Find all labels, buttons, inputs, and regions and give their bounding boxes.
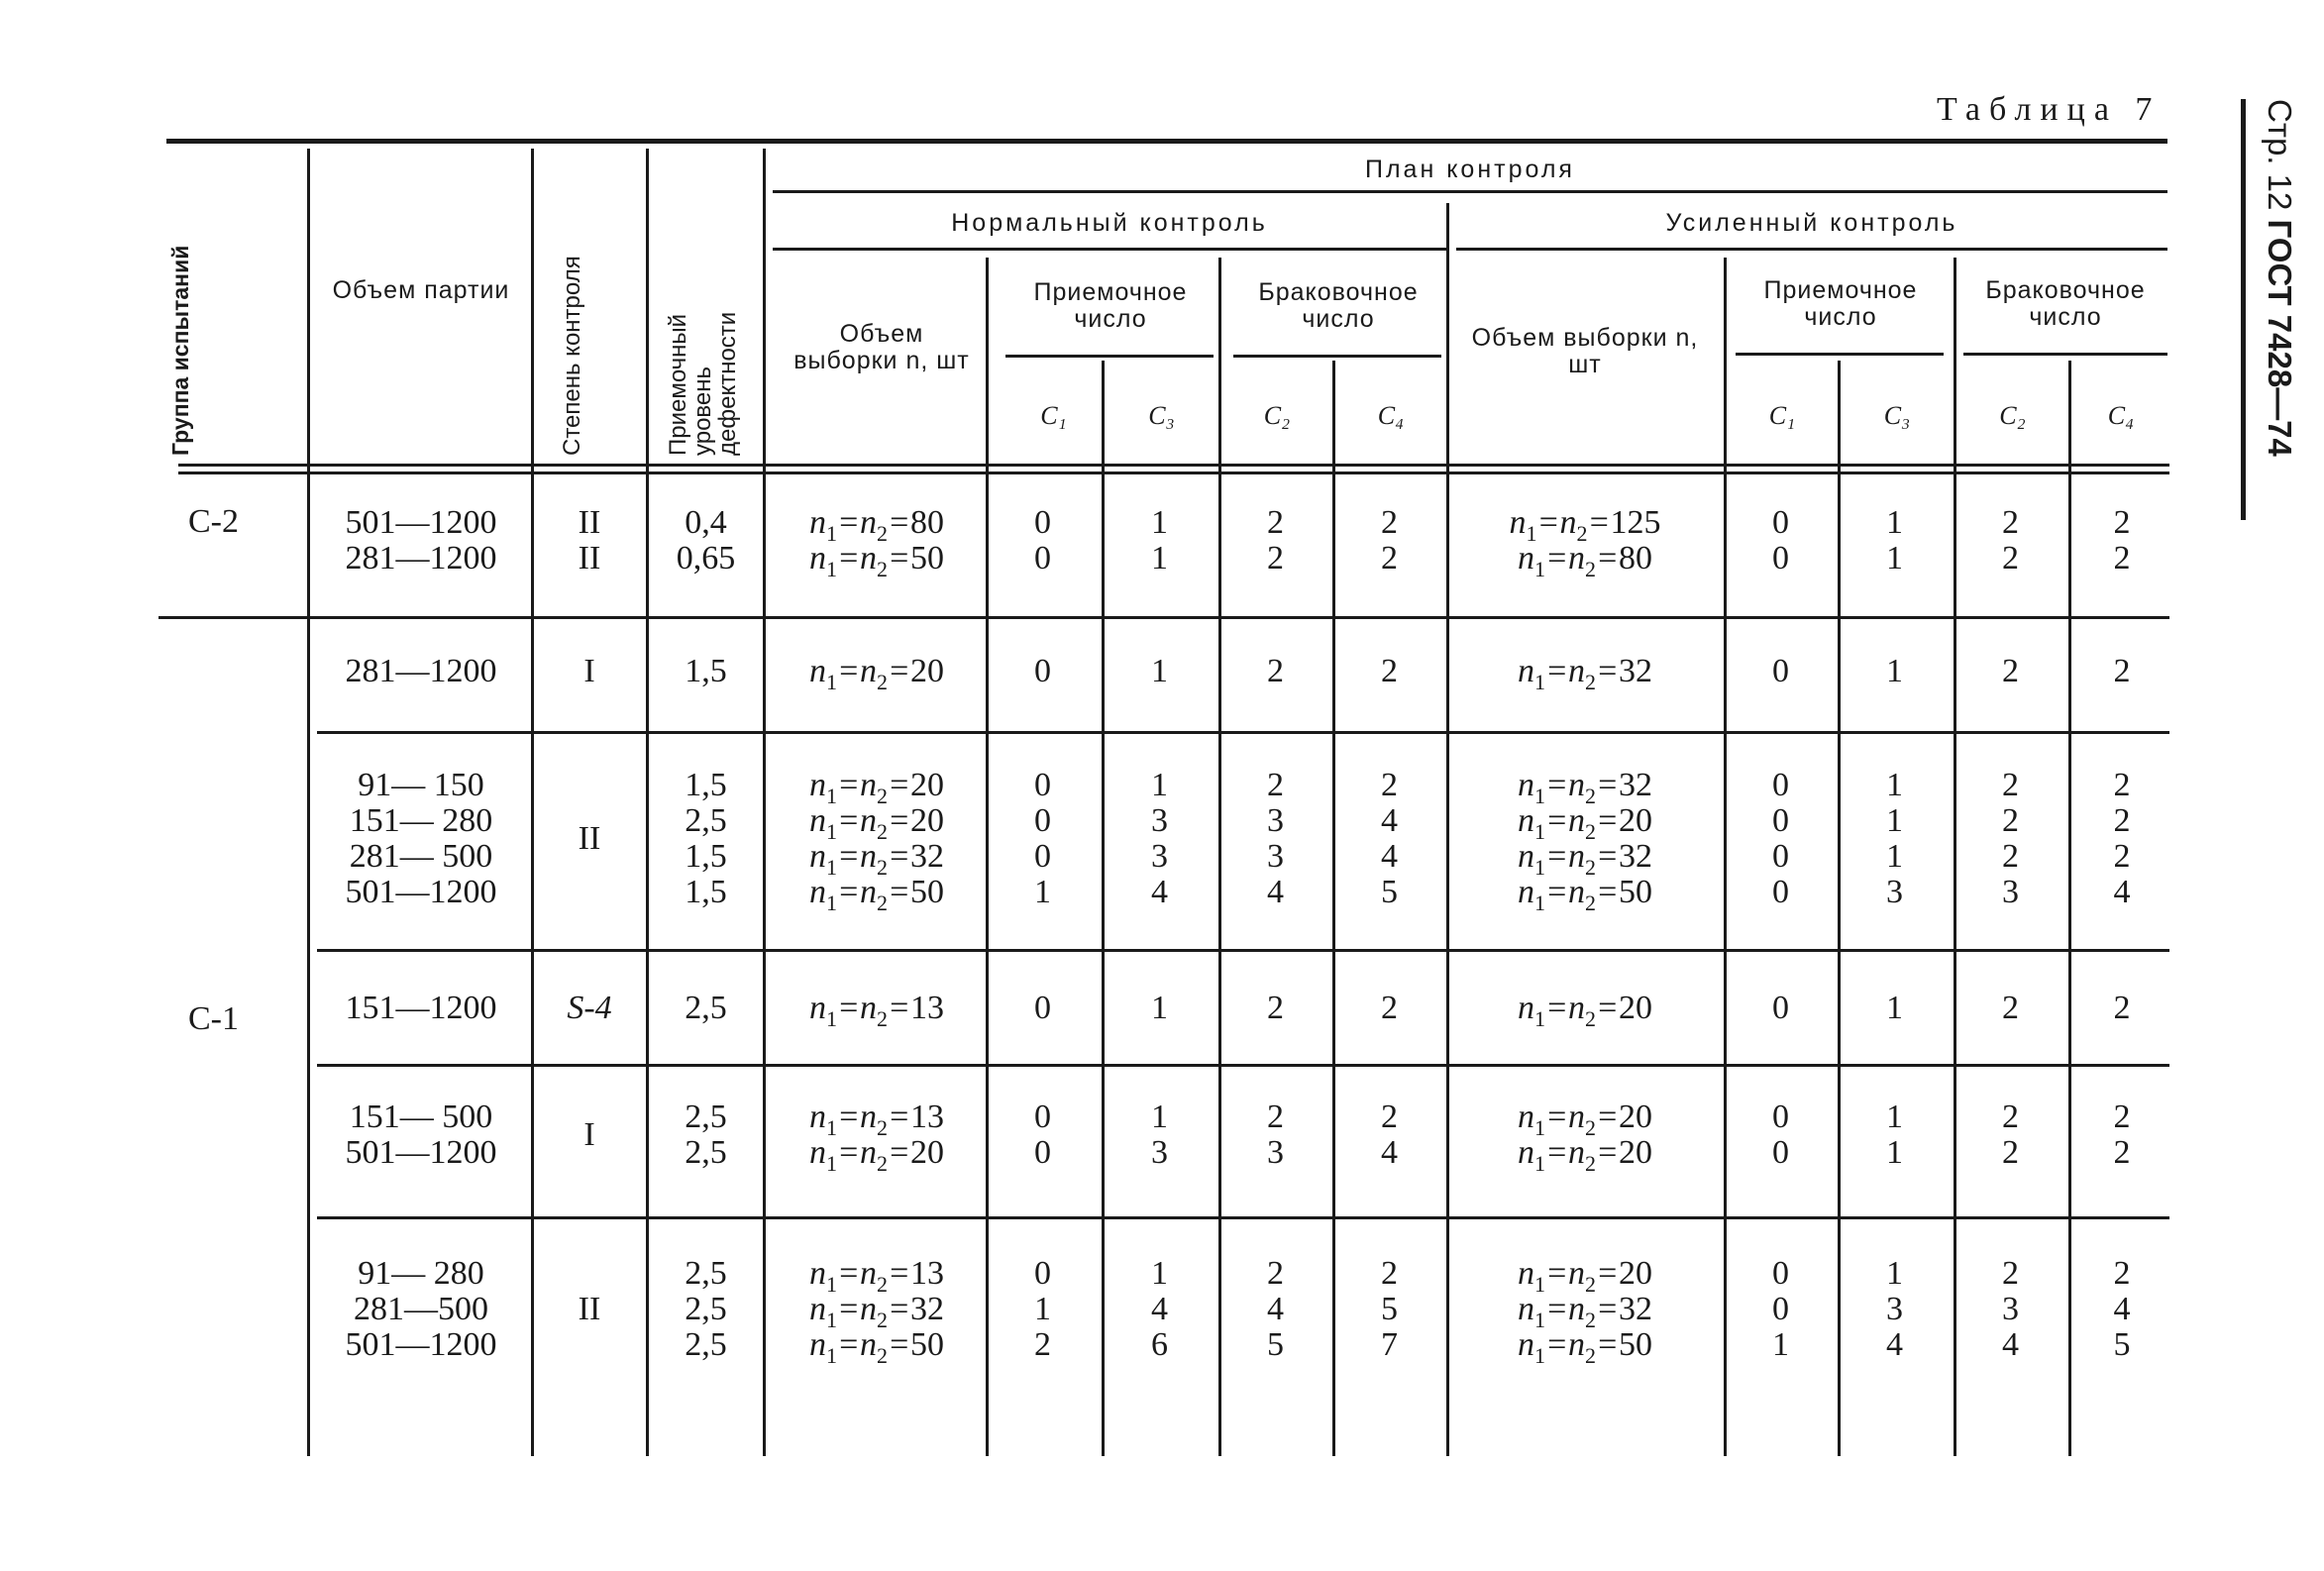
col-line-6: [1102, 361, 1105, 1456]
cell-aql-value: 1,5: [685, 838, 727, 875]
cell-t4-value: 2: [2113, 653, 2131, 689]
col-line-11: [1838, 361, 1841, 1456]
cell-lot-value: 281—1200: [345, 653, 497, 689]
cell-aql-row2: [654, 654, 758, 689]
row-rule-4: [317, 1064, 2169, 1067]
top-rule: [166, 139, 2167, 144]
cell-c1-row3: [991, 768, 1095, 910]
cell-lot-value: 501—1200: [345, 1134, 497, 1171]
cell-n_norm-value: $n_1=n_2=13$: [809, 1099, 944, 1140]
header-c2-t: C₂: [1999, 401, 2026, 430]
cell-degree-value: II: [578, 504, 601, 541]
header-reject-n: Браковочное число: [1258, 278, 1419, 333]
cell-n_norm-value: $n_1=n_2=32$: [809, 838, 944, 880]
cell-t4-value: 2: [2113, 990, 2131, 1026]
cell-c1-value: 2: [1034, 1326, 1051, 1363]
cell-n_norm-value: $n_1=n_2=20$: [809, 767, 944, 808]
cell-n_tight-value: $n_1=n_2=50$: [1518, 874, 1652, 915]
cell-n_tight-value: $n_1=n_2=32$: [1518, 1291, 1652, 1332]
cell-t2-row4: [1958, 991, 2062, 1026]
cell-lot-row1: [317, 505, 525, 576]
cell-c2-value: 2: [1267, 990, 1284, 1026]
cell-degree-value: II: [578, 540, 601, 576]
cell-c4-value: 5: [1381, 874, 1398, 910]
header-degree: Степень контроля: [559, 256, 585, 456]
group-c1-label: С-1: [188, 1000, 239, 1037]
cell-c2-row1: [1223, 505, 1327, 576]
cell-c1-value: 1: [1034, 874, 1051, 910]
cell-t4-value: 2: [2113, 767, 2131, 803]
cell-c3-value: 1: [1151, 1099, 1168, 1135]
cell-t3-value: 3: [1886, 874, 1903, 910]
cell-aql-row3: [654, 768, 758, 910]
cell-t1-value: 0: [1772, 990, 1789, 1026]
page-side-header: [2251, 99, 2298, 525]
cell-t1-row1: [1729, 505, 1833, 576]
header-rule-1: [178, 464, 2169, 467]
cell-t3-value: 1: [1886, 1134, 1903, 1171]
cell-c4-row4: [1337, 991, 1441, 1026]
cell-lot-row4: [317, 991, 525, 1026]
cell-c2-value: 4: [1267, 1291, 1284, 1327]
cell-t2-value: 2: [2002, 1134, 2019, 1171]
cell-t1-row2: [1729, 654, 1833, 689]
cell-degree-row6: [540, 1292, 639, 1327]
cell-t3-value: 1: [1886, 653, 1903, 689]
cell-c4-value: 7: [1381, 1326, 1398, 1363]
cell-n_tight-value: $n_1=n_2=20$: [1518, 990, 1652, 1031]
cell-n_norm-value: $n_1=n_2=80$: [809, 504, 944, 546]
cell-c3-row4: [1108, 991, 1212, 1026]
cell-c2-value: 2: [1267, 1099, 1284, 1135]
cell-t1-value: 0: [1772, 802, 1789, 839]
header-c4-n: C₄: [1377, 401, 1405, 430]
rule-plan: [773, 190, 2167, 193]
cell-lot-value: 501—1200: [345, 504, 497, 541]
cell-t3-row1: [1843, 505, 1947, 576]
cell-c3-value: 4: [1151, 1291, 1168, 1327]
cell-t3-value: 1: [1886, 838, 1903, 875]
cell-n_tight-row3: [1451, 767, 1719, 915]
cell-degree-row1: [540, 505, 639, 576]
col-line-10: [1724, 258, 1727, 1456]
header-aql: Приемочный уровень дефектности: [665, 311, 741, 456]
col-line-13: [2068, 361, 2071, 1456]
row-rule-3: [317, 949, 2169, 952]
header-c3-t: C₃: [1883, 401, 1911, 430]
cell-t1-value: 0: [1772, 1255, 1789, 1292]
cell-c1-value: 1: [1034, 1291, 1051, 1327]
table-caption: Таблица 7: [1937, 91, 2162, 128]
cell-aql-value: 0,4: [685, 504, 727, 541]
cell-t2-row2: [1958, 654, 2062, 689]
cell-aql-value: 2,5: [685, 1134, 727, 1171]
cell-t4-value: 4: [2113, 1291, 2131, 1327]
cell-t2-value: 2: [2002, 802, 2019, 839]
cell-c3-value: 6: [1151, 1326, 1168, 1363]
cell-n_tight-row6: [1451, 1255, 1719, 1368]
cell-lot-value: 151— 500: [349, 1099, 493, 1135]
cell-degree-value: II: [578, 820, 601, 857]
cell-lot-row6: [317, 1256, 525, 1363]
cell-c1-value: 0: [1034, 1099, 1051, 1135]
cell-t2-value: 4: [2002, 1326, 2019, 1363]
row-rule-2: [317, 731, 2169, 734]
header-normal: Нормальный контроль: [951, 209, 1268, 237]
cell-t4-row3: [2072, 768, 2171, 910]
cell-t3-row4: [1843, 991, 1947, 1026]
cell-t3-value: 1: [1886, 990, 1903, 1026]
cell-lot-value: 501—1200: [345, 874, 497, 910]
cell-t3-value: 1: [1886, 1099, 1903, 1135]
header-c1-n: C₁: [1040, 401, 1067, 430]
cell-lot-value: 501—1200: [345, 1326, 497, 1363]
cell-degree-row5: [540, 1117, 639, 1153]
cell-t3-row5: [1843, 1100, 1947, 1171]
cell-degree-row3: [540, 821, 639, 857]
cell-t1-value: 0: [1772, 874, 1789, 910]
cell-c2-value: 3: [1267, 1134, 1284, 1171]
cell-t4-value: 4: [2113, 874, 2131, 910]
cell-t1-value: 0: [1772, 504, 1789, 541]
cell-t1-value: 0: [1772, 540, 1789, 576]
cell-c4-value: 2: [1381, 540, 1398, 576]
header-c3-n: C₃: [1148, 401, 1175, 430]
cell-t3-row6: [1843, 1256, 1947, 1363]
cell-c4-value: 4: [1381, 1134, 1398, 1171]
cell-c1-value: 0: [1034, 990, 1051, 1026]
cell-t2-value: 2: [2002, 540, 2019, 576]
cell-n_tight-row2: [1451, 653, 1719, 694]
cell-c3-row6: [1108, 1256, 1212, 1363]
col-line-2: [531, 149, 534, 1456]
cell-t1-value: 0: [1772, 767, 1789, 803]
cell-c4-value: 5: [1381, 1291, 1398, 1327]
cell-n_tight-value: $n_1=n_2=125$: [1509, 504, 1661, 546]
page-number: Стр. 12: [2262, 99, 2298, 211]
header-lot: Объем партии: [332, 276, 510, 304]
cell-t4-value: 2: [2113, 802, 2131, 839]
cell-t4-row5: [2072, 1100, 2171, 1171]
cell-t1-value: 0: [1772, 838, 1789, 875]
col-line-4: [763, 149, 766, 1456]
cell-c2-value: 3: [1267, 802, 1284, 839]
cell-c3-value: 1: [1151, 653, 1168, 689]
cell-c2-row2: [1223, 654, 1327, 689]
cell-n_norm-value: $n_1=n_2=50$: [809, 1326, 944, 1368]
cell-t2-value: 2: [2002, 1255, 2019, 1292]
cell-c3-value: 1: [1151, 1255, 1168, 1292]
cell-t1-value: 1: [1772, 1326, 1789, 1363]
header-group: Группа испытаний: [167, 245, 193, 456]
cell-t1-row5: [1729, 1100, 1833, 1171]
cell-lot-row3: [317, 768, 525, 910]
cell-c1-value: 0: [1034, 1255, 1051, 1292]
cell-c4-value: 2: [1381, 767, 1398, 803]
cell-degree-row4: [540, 991, 639, 1026]
cell-n_tight-value: $n_1=n_2=20$: [1518, 1255, 1652, 1297]
cell-c4-row5: [1337, 1100, 1441, 1171]
row-rule-1: [158, 616, 2169, 619]
cell-aql-value: 0,65: [676, 540, 736, 576]
cell-t4-row4: [2072, 991, 2171, 1026]
cell-n_norm-value: $n_1=n_2=32$: [809, 1291, 944, 1332]
cell-c2-value: 3: [1267, 838, 1284, 875]
cell-aql-row5: [654, 1100, 758, 1171]
cell-c2-value: 2: [1267, 1255, 1284, 1292]
cell-degree-value: I: [583, 653, 595, 689]
cell-n_norm-row5: [773, 1099, 981, 1176]
cell-lot-row5: [317, 1100, 525, 1171]
cell-c2-value: 2: [1267, 540, 1284, 576]
cell-c4-value: 4: [1381, 802, 1398, 839]
header-accept-n: Приемочное число: [1033, 278, 1188, 333]
cell-c2-value: 2: [1267, 767, 1284, 803]
cell-t4-value: 2: [2113, 1255, 2131, 1292]
header-sample-n: Объем выборки n, шт: [793, 320, 970, 374]
cell-n_norm-row1: [773, 504, 981, 581]
cell-lot-value: 91— 280: [358, 1255, 484, 1292]
cell-c1-row5: [991, 1100, 1095, 1171]
cell-lot-value: 281— 500: [349, 838, 493, 875]
cell-lot-value: 281—1200: [345, 540, 497, 576]
cell-n_tight-value: $n_1=n_2=32$: [1518, 838, 1652, 880]
cell-degree-value: II: [578, 1291, 601, 1327]
cell-t3-value: 3: [1886, 1291, 1903, 1327]
cell-c4-value: 2: [1381, 1255, 1398, 1292]
header-tightened: Усиленный контроль: [1665, 209, 1958, 237]
group-c2-label: С-2: [188, 503, 239, 540]
cell-t3-row3: [1843, 768, 1947, 910]
cell-n_norm-row6: [773, 1255, 981, 1368]
col-line-12: [1954, 258, 1956, 1456]
cell-lot-value: 151—1200: [345, 990, 497, 1026]
cell-t1-row3: [1729, 768, 1833, 910]
cell-c3-row3: [1108, 768, 1212, 910]
cell-t4-row2: [2072, 654, 2171, 689]
cell-c3-value: 3: [1151, 838, 1168, 875]
cell-c1-value: 0: [1034, 802, 1051, 839]
cell-t2-value: 2: [2002, 767, 2019, 803]
cell-c1-row1: [991, 505, 1095, 576]
cell-aql-value: 1,5: [685, 874, 727, 910]
cell-c1-value: 0: [1034, 1134, 1051, 1171]
cell-t2-row1: [1958, 505, 2062, 576]
header-sample-t: Объем выборки n, шт: [1471, 324, 1699, 378]
cell-c4-value: 4: [1381, 838, 1398, 875]
cell-lot-value: 281—500: [354, 1291, 488, 1327]
cell-c1-value: 0: [1034, 653, 1051, 689]
cell-c3-row2: [1108, 654, 1212, 689]
cell-aql-row4: [654, 991, 758, 1026]
cell-t2-row5: [1958, 1100, 2062, 1171]
cell-c1-row4: [991, 991, 1095, 1026]
cell-t4-value: 2: [2113, 504, 2131, 541]
cell-c1-row2: [991, 654, 1095, 689]
cell-c4-row6: [1337, 1256, 1441, 1363]
cell-aql-value: 2,5: [685, 1326, 727, 1363]
cell-aql-value: 1,5: [685, 653, 727, 689]
col-line-3: [646, 149, 649, 1456]
cell-aql-value: 1,5: [685, 767, 727, 803]
cell-t2-value: 2: [2002, 838, 2019, 875]
cell-t3-value: 1: [1886, 802, 1903, 839]
cell-t2-row6: [1958, 1256, 2062, 1363]
cell-c4-row3: [1337, 768, 1441, 910]
cell-c2-value: 5: [1267, 1326, 1284, 1363]
rule-rej-n: [1233, 355, 1441, 358]
cell-t1-row4: [1729, 991, 1833, 1026]
cell-c2-value: 2: [1267, 504, 1284, 541]
cell-n_tight-row5: [1451, 1099, 1719, 1176]
cell-n_norm-value: $n_1=n_2=20$: [809, 653, 944, 694]
cell-c3-value: 3: [1151, 1134, 1168, 1171]
cell-c3-row5: [1108, 1100, 1212, 1171]
cell-c3-value: 1: [1151, 504, 1168, 541]
cell-n_norm-row2: [773, 653, 981, 694]
cell-lot-value: 151— 280: [349, 802, 493, 839]
col-line-5: [986, 258, 989, 1456]
cell-n_tight-value: $n_1=n_2=32$: [1518, 767, 1652, 808]
cell-t3-value: 4: [1886, 1326, 1903, 1363]
row-rule-5: [317, 1216, 2169, 1219]
cell-c3-row1: [1108, 505, 1212, 576]
cell-c1-value: 0: [1034, 838, 1051, 875]
cell-c4-value: 2: [1381, 504, 1398, 541]
cell-aql-value: 2,5: [685, 1291, 727, 1327]
cell-n_tight-value: $n_1=n_2=32$: [1518, 653, 1652, 694]
cell-t2-value: 2: [2002, 653, 2019, 689]
cell-c3-value: 1: [1151, 767, 1168, 803]
cell-c2-row6: [1223, 1256, 1327, 1363]
cell-n_norm-value: $n_1=n_2=13$: [809, 990, 944, 1031]
header-c4-t: C₄: [2107, 401, 2135, 430]
cell-n_norm-value: $n_1=n_2=13$: [809, 1255, 944, 1297]
cell-aql-row6: [654, 1256, 758, 1363]
cell-lot-value: 91— 150: [358, 767, 484, 803]
cell-t2-value: 3: [2002, 874, 2019, 910]
cell-n_norm-row4: [773, 990, 981, 1031]
col-line-7: [1218, 258, 1221, 1456]
cell-c2-row3: [1223, 768, 1327, 910]
rule-tight: [1456, 248, 2167, 251]
cell-c1-row6: [991, 1256, 1095, 1363]
rule-rej-t: [1963, 353, 2167, 356]
cell-n_norm-row3: [773, 767, 981, 915]
cell-t4-row1: [2072, 505, 2171, 576]
cell-c4-row1: [1337, 505, 1441, 576]
cell-c2-row4: [1223, 991, 1327, 1026]
rule-normal: [773, 248, 1446, 251]
cell-t2-row3: [1958, 768, 2062, 910]
cell-t4-value: 5: [2113, 1326, 2131, 1363]
cell-n_tight-value: $n_1=n_2=50$: [1518, 1326, 1652, 1368]
cell-t1-value: 0: [1772, 1099, 1789, 1135]
cell-t3-value: 1: [1886, 504, 1903, 541]
cell-t4-row6: [2072, 1256, 2171, 1363]
cell-lot-row2: [317, 654, 525, 689]
cell-t4-value: 2: [2113, 540, 2131, 576]
cell-t4-value: 2: [2113, 1099, 2131, 1135]
cell-aql-value: 2,5: [685, 1255, 727, 1292]
cell-n_tight-value: $n_1=n_2=80$: [1518, 540, 1652, 581]
cell-c3-value: 1: [1151, 540, 1168, 576]
cell-t3-value: 1: [1886, 1255, 1903, 1292]
header-accept-t: Приемочное число: [1763, 276, 1918, 331]
cell-t2-value: 3: [2002, 1291, 2019, 1327]
cell-n_norm-value: $n_1=n_2=50$: [809, 540, 944, 581]
cell-n_norm-value: $n_1=n_2=20$: [809, 802, 944, 844]
cell-c2-value: 2: [1267, 653, 1284, 689]
side-rule: [2241, 99, 2246, 520]
cell-n_tight-row1: [1451, 504, 1719, 581]
cell-c4-value: 2: [1381, 990, 1398, 1026]
cell-t1-row6: [1729, 1256, 1833, 1363]
col-line-1: [307, 149, 310, 1456]
cell-t3-row2: [1843, 654, 1947, 689]
cell-degree-value: S-4: [567, 990, 612, 1026]
cell-t3-value: 1: [1886, 540, 1903, 576]
cell-n_tight-value: $n_1=n_2=20$: [1518, 1134, 1652, 1176]
cell-c3-value: 1: [1151, 990, 1168, 1026]
cell-c3-value: 4: [1151, 874, 1168, 910]
header-c2-n: C₂: [1263, 401, 1291, 430]
cell-t2-value: 2: [2002, 1099, 2019, 1135]
cell-degree-row2: [540, 654, 639, 689]
header-rule-2: [178, 471, 2169, 474]
header-reject-t: Браковочное число: [1985, 276, 2146, 331]
header-plan: План контроля: [1365, 156, 1575, 183]
rule-acc-n: [1005, 355, 1214, 358]
standard-id: ГОСТ 7428—74: [2262, 219, 2298, 457]
cell-c1-value: 0: [1034, 540, 1051, 576]
cell-aql-value: 2,5: [685, 802, 727, 839]
cell-n_tight-value: $n_1=n_2=20$: [1518, 802, 1652, 844]
cell-aql-value: 2,5: [685, 1099, 727, 1135]
header-c1-t: C₁: [1768, 401, 1796, 430]
cell-aql-value: 2,5: [685, 990, 727, 1026]
cell-n_norm-value: $n_1=n_2=50$: [809, 874, 944, 915]
cell-c4-row2: [1337, 654, 1441, 689]
cell-t1-value: 0: [1772, 1291, 1789, 1327]
cell-c2-value: 4: [1267, 874, 1284, 910]
cell-n_tight-row4: [1451, 990, 1719, 1031]
cell-t2-value: 2: [2002, 990, 2019, 1026]
cell-t4-value: 2: [2113, 838, 2131, 875]
cell-t1-value: 0: [1772, 1134, 1789, 1171]
cell-t1-value: 0: [1772, 653, 1789, 689]
cell-c3-value: 3: [1151, 802, 1168, 839]
cell-degree-value: I: [583, 1116, 595, 1153]
cell-n_norm-value: $n_1=n_2=20$: [809, 1134, 944, 1176]
cell-c2-row5: [1223, 1100, 1327, 1171]
cell-c4-value: 2: [1381, 1099, 1398, 1135]
cell-t2-value: 2: [2002, 504, 2019, 541]
cell-t4-value: 2: [2113, 1134, 2131, 1171]
rule-acc-t: [1736, 353, 1944, 356]
col-line-8: [1332, 361, 1335, 1456]
cell-c1-value: 0: [1034, 504, 1051, 541]
cell-c4-value: 2: [1381, 653, 1398, 689]
col-line-9: [1446, 203, 1449, 1456]
cell-aql-row1: [654, 505, 758, 576]
cell-n_tight-value: $n_1=n_2=20$: [1518, 1099, 1652, 1140]
cell-c1-value: 0: [1034, 767, 1051, 803]
cell-t3-value: 1: [1886, 767, 1903, 803]
